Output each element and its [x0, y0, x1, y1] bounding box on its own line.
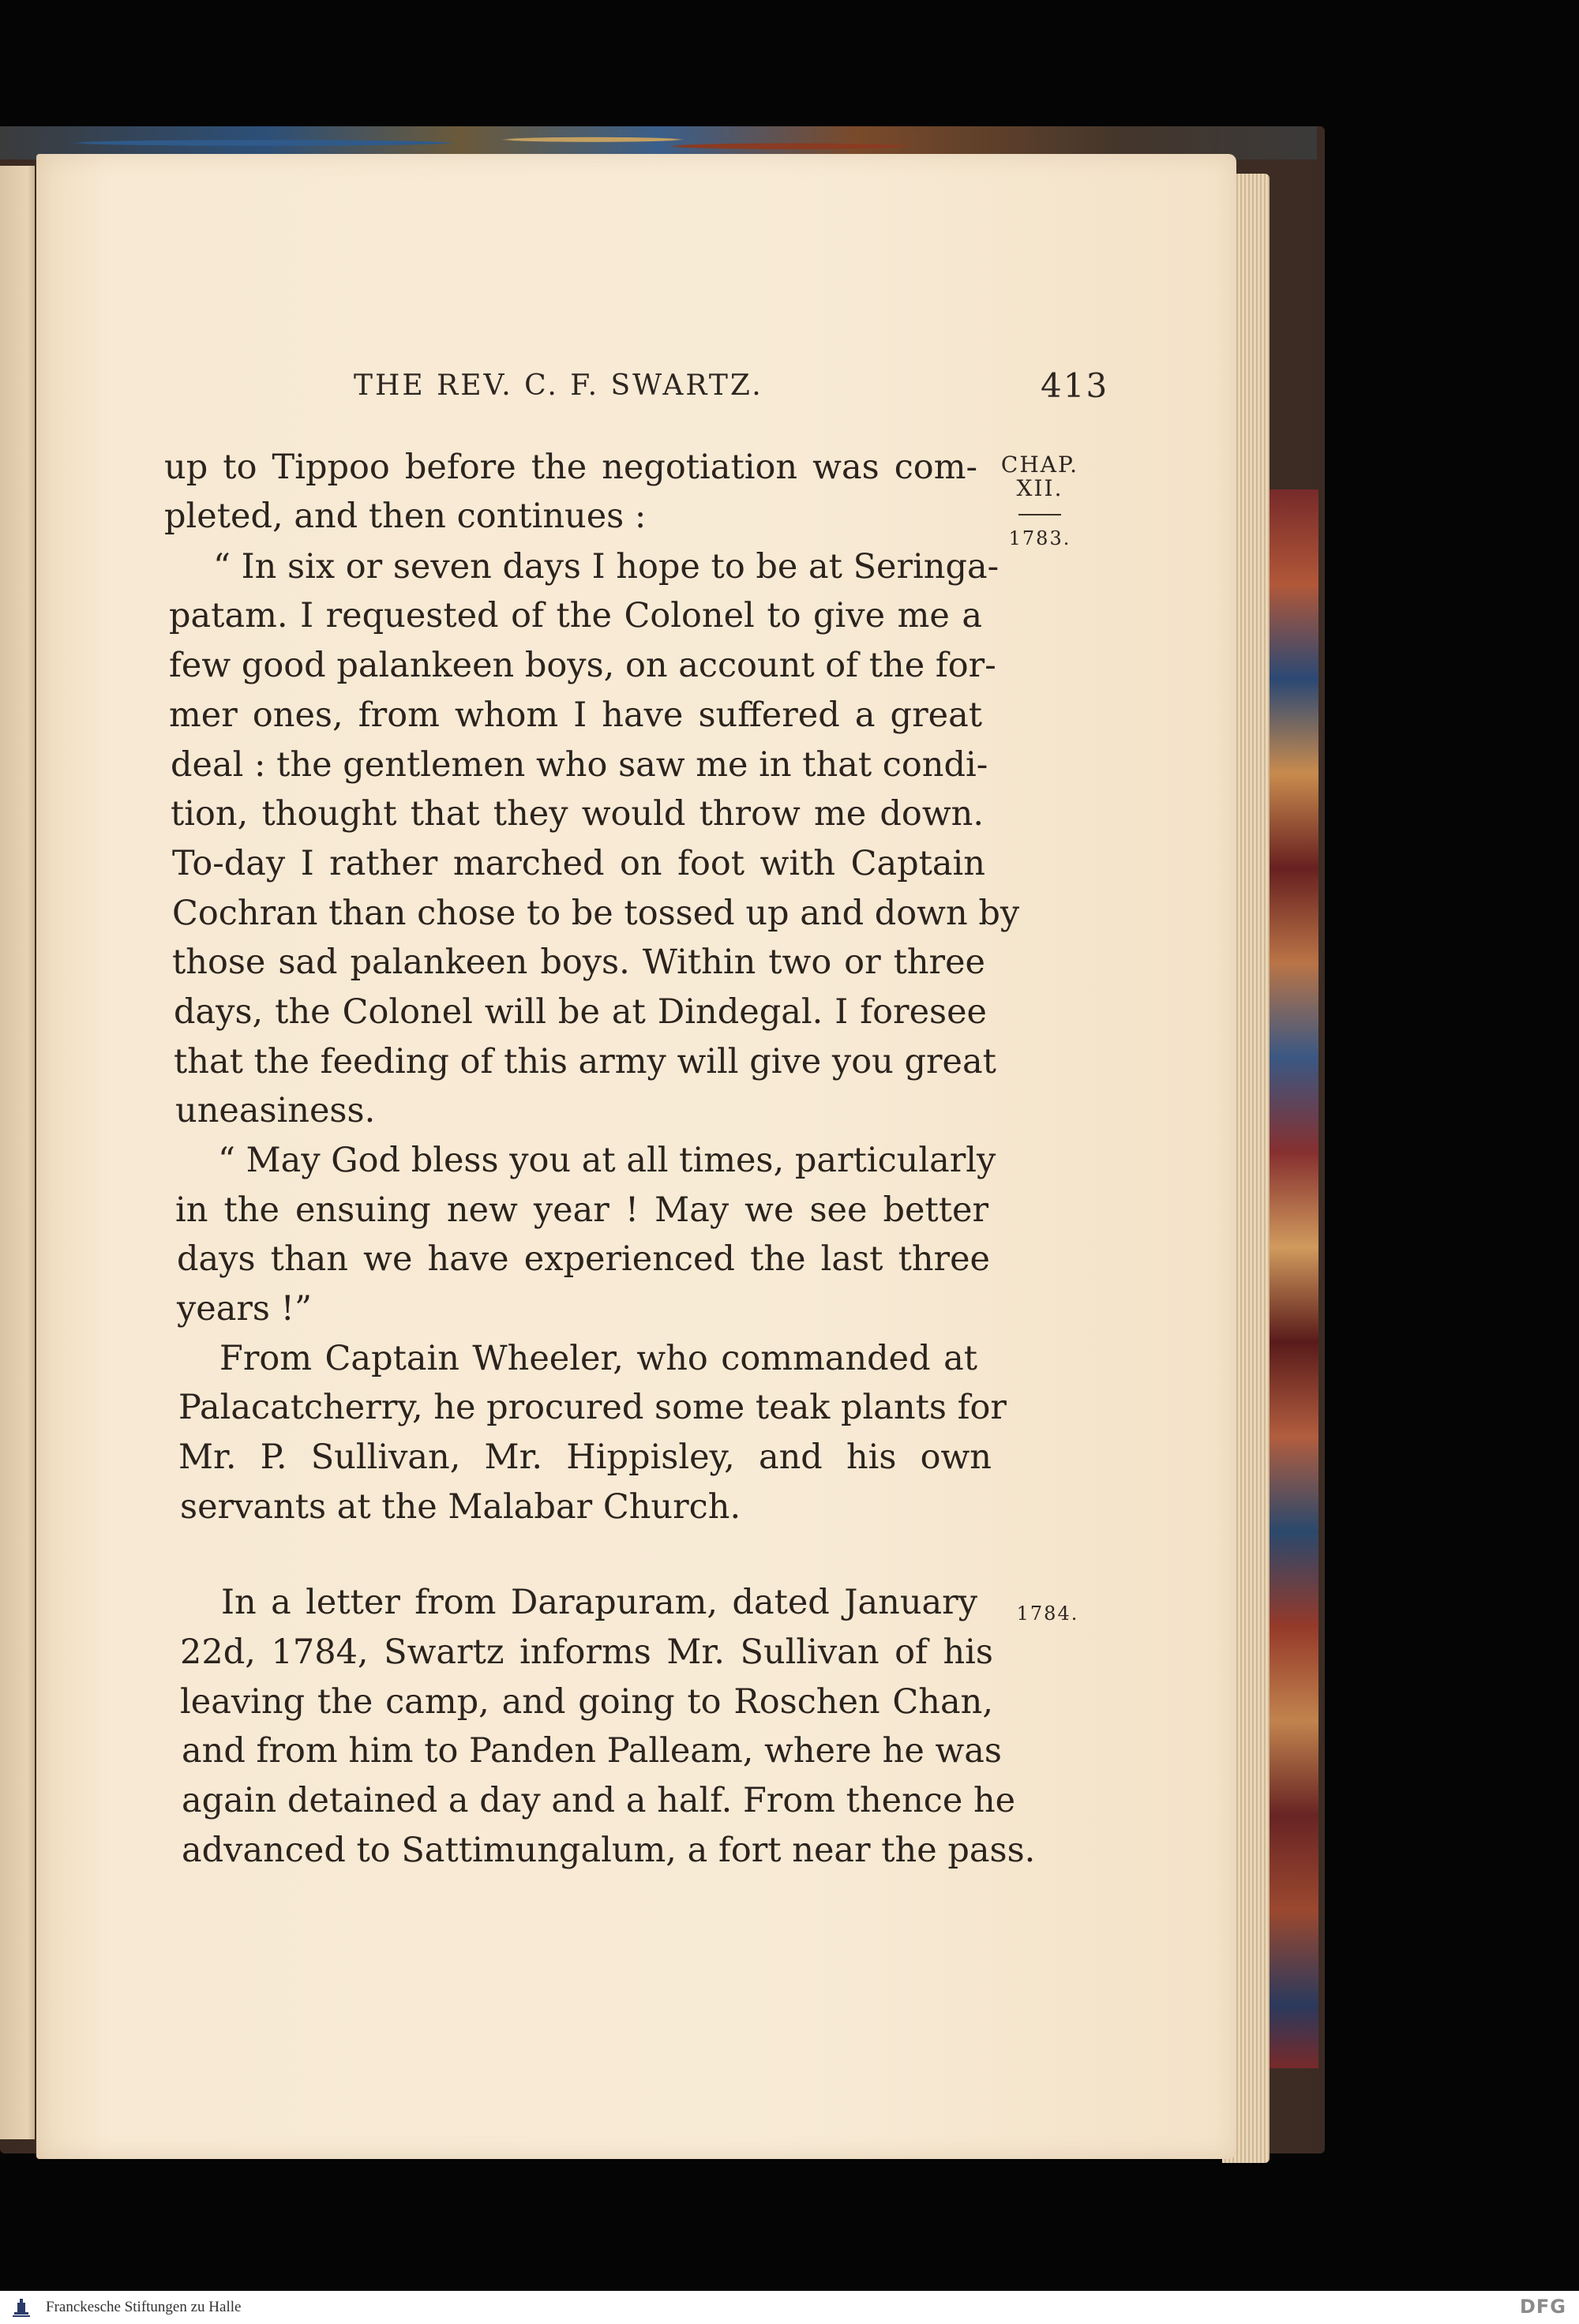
- dfg-logo: DFG: [1519, 2296, 1566, 2318]
- footer-institution: Franckesche Stiftungen zu Halle: [46, 2299, 242, 2315]
- text-line: uneasiness.: [175, 1091, 376, 1130]
- text-line: tion, thought that they would throw me down.: [171, 794, 984, 834]
- foundation-emblem-icon: [9, 2296, 33, 2319]
- facing-page-edge: [0, 166, 35, 2139]
- text-line: again detained a day and a half. From thence he: [182, 1781, 1016, 1820]
- text-line: leaving the camp, and going to Roschen Chan,: [180, 1682, 993, 1722]
- text-line: “ In six or seven days I hope to be at Seringa-: [213, 547, 1000, 587]
- text-line: Mr. P. Sullivan, Mr. Hippisley, and his own: [178, 1438, 992, 1477]
- text-line: servants at the Malabar Church.: [180, 1487, 741, 1527]
- footer-bar: [0, 2291, 1579, 2324]
- text-line: that the feeding of this army will give you great: [174, 1042, 996, 1081]
- text-line: and from him to Panden Palleam, where he was: [182, 1731, 1002, 1771]
- text-line: pleted, and then continues :: [164, 497, 647, 536]
- text-line: mer ones, from whom I have suffered a great: [169, 695, 982, 735]
- margin-year-1784: 1784.: [1016, 1602, 1079, 1625]
- text-line: In a letter from Darapuram, dated January: [221, 1583, 977, 1622]
- text-line: deal : the gentlemen who saw me in that condi-: [171, 745, 988, 785]
- text-line: 22d, 1784, Swartz informs Mr. Sullivan of his: [180, 1632, 993, 1672]
- margin-rule: [1018, 514, 1061, 515]
- text-line: From Captain Wheeler, who commanded at: [219, 1339, 977, 1378]
- marbled-edge-right: [1263, 489, 1318, 2068]
- margin-year-1783: 1783.: [1008, 527, 1071, 549]
- text-line: those sad palankeen boys. Within two or three: [172, 943, 985, 982]
- text-line: Cochran than chose to be tossed up and down by: [172, 894, 1020, 933]
- text-line: Palacatcherry, he procured some teak plants for: [178, 1388, 1007, 1427]
- text-line: days, the Colonel will be at Dindegal. I foresee: [174, 992, 987, 1032]
- running-title: THE REV. C. F. SWARTZ.: [354, 369, 763, 402]
- margin-chapter-label: CHAP.: [1000, 452, 1079, 478]
- text-line: “ May God bless you at all times, particularly: [218, 1141, 996, 1180]
- text-line: advanced to Sattimungalum, a fort near the pass.: [182, 1831, 1036, 1870]
- text-line: patam. I requested of the Colonel to give me a: [169, 596, 982, 635]
- margin-chapter-number: XII.: [1016, 475, 1063, 501]
- text-line: days than we have experienced the last three: [177, 1239, 990, 1279]
- text-line: years !”: [177, 1289, 312, 1329]
- page-number: 413: [1041, 366, 1109, 405]
- text-line: few good palankeen boys, on account of the for-: [169, 646, 996, 685]
- text-line: up to Tippoo before the negotiation was com-: [164, 448, 977, 487]
- text-line: in the ensuing new year ! May we see better: [175, 1190, 988, 1230]
- text-line: To-day I rather marched on foot with Captain: [172, 844, 985, 883]
